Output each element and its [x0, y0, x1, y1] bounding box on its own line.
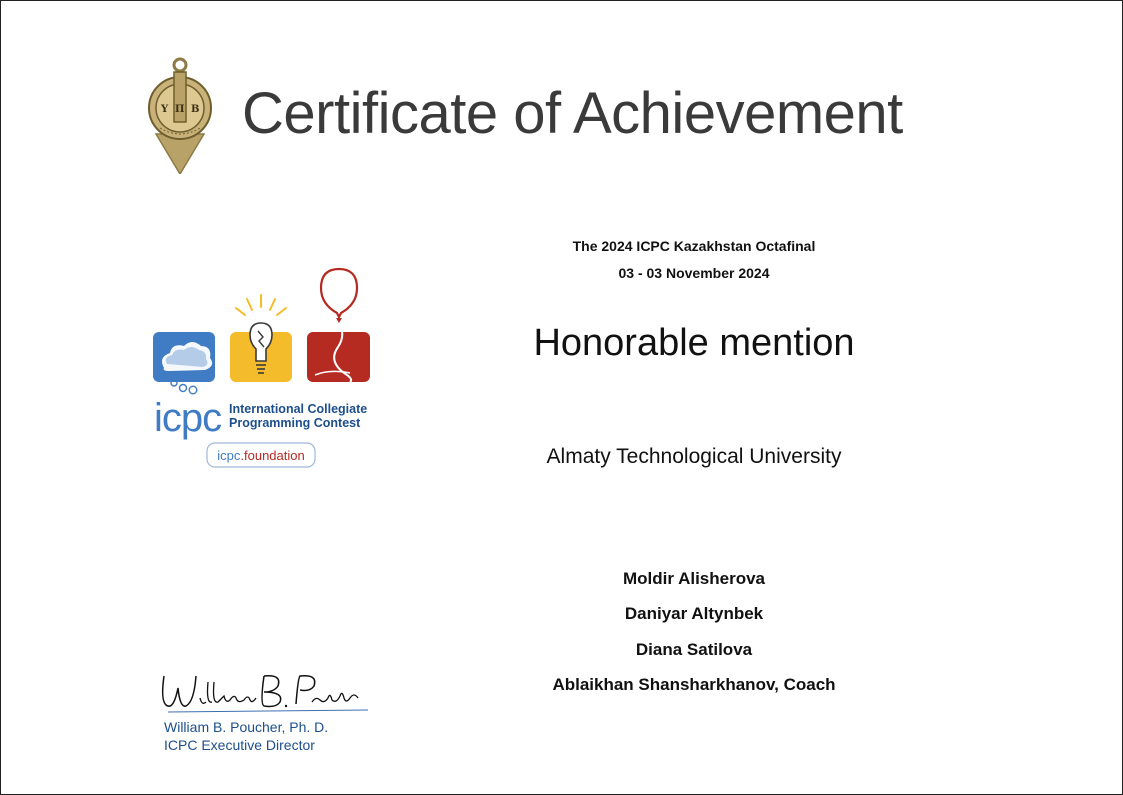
medal-letter-1: Y: [161, 104, 169, 115]
upe-medal-logo: [146, 56, 214, 174]
foundation-suffix: .foundation: [240, 448, 305, 463]
icpc-tagline-1: International Collegiate: [229, 402, 368, 416]
contest-dates: 03 - 03 November 2024: [618, 265, 770, 281]
team-coach: Ablaikhan Shansharkhanov, Coach: [552, 675, 836, 694]
signatory-name: William B. Poucher, Ph. D.: [164, 719, 329, 735]
handwritten-signature: [160, 668, 370, 716]
icpc-wordmark: icpc: [154, 396, 222, 440]
signatory-title: ICPC Executive Director: [164, 737, 315, 753]
team-member: Moldir Alisherova: [622, 569, 765, 588]
foundation-link[interactable]: [217, 448, 304, 463]
contest-name: The 2024 ICPC Kazakhstan Octafinal: [572, 238, 816, 254]
icpc-logo: [150, 265, 375, 475]
award-title: Honorable mention: [533, 322, 855, 364]
icpc-tagline-2: Programming Contest: [229, 416, 361, 430]
institution-name: Almaty Technological University: [546, 445, 842, 468]
certificate-title: Certificate of Achievement: [242, 81, 903, 146]
team-member: Diana Satilova: [635, 640, 753, 659]
medal-letter-3: B: [191, 104, 200, 115]
team-member: Daniyar Altynbek: [624, 604, 764, 623]
medal-letter-2: Π: [175, 104, 185, 115]
foundation-prefix: icpc: [217, 448, 241, 463]
